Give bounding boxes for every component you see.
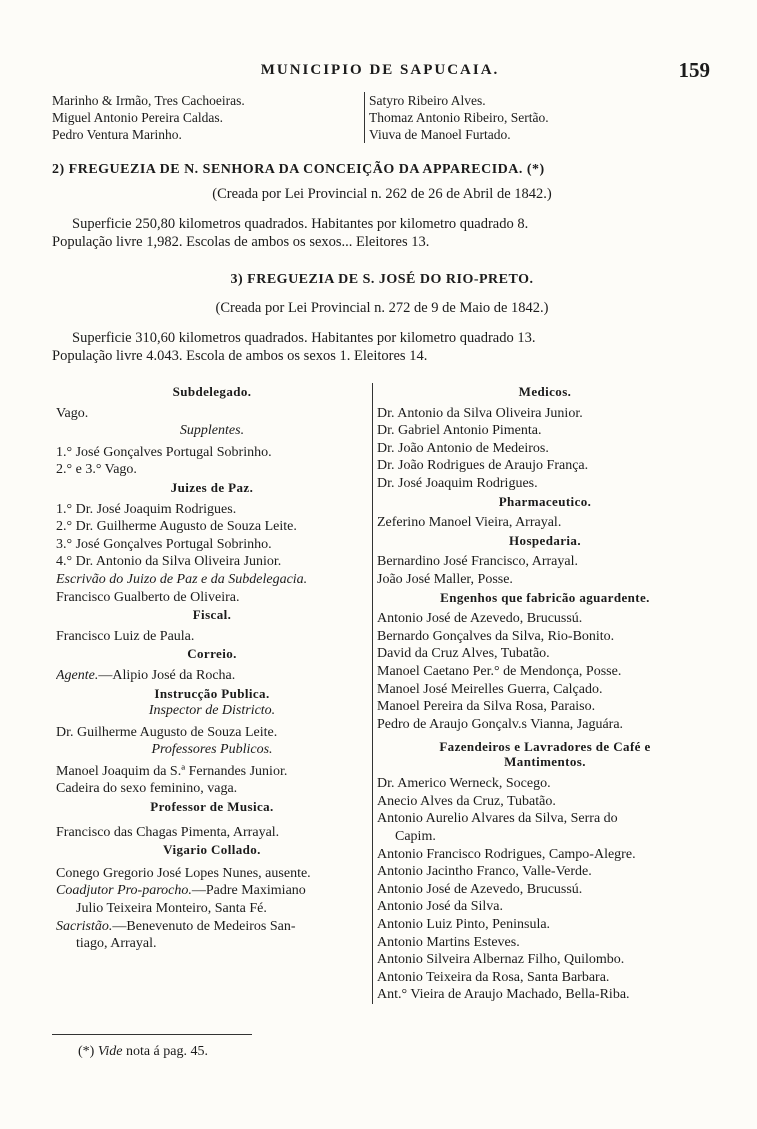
list-item: Dr. José Joaquim Rodrigues. [377, 475, 538, 491]
list-item: Antonio Silveira Albernaz Filho, Quilombo. [377, 952, 625, 968]
list-item: Francisco Luiz de Paula. [56, 628, 195, 644]
footnote [78, 1044, 208, 1060]
list-item: Bernardo Gonçalves da Silva, Rio-Bonito. [377, 628, 615, 644]
agente-line [56, 667, 368, 685]
list-item: Satyro Ribeiro Alves. [369, 93, 486, 108]
pharmaceutico-heading: Pharmaceutico. [498, 493, 592, 509]
list-item: Julio Teixeira Monteiro, Santa Fé. [76, 901, 267, 917]
list-item: Bernardino José Francisco, Arrayal. [377, 554, 578, 570]
list-item: Antonio José de Azevedo, Brucussú. [377, 611, 583, 627]
footnote-vide: Vide [97, 1044, 123, 1059]
list-item: Ant.° Vieira de Araujo Machado, Bella-Riba. [377, 987, 630, 1003]
list-item: Manoel José Meirelles Guerra, Calçado. [377, 681, 603, 697]
section-3-text-1: Superficie 310,60 kilometros quadrados. Habitantes por kilometro quadrado 13. [72, 330, 536, 346]
list-item: Manoel Caetano Per.° de Mendonça, Posse. [377, 663, 622, 679]
list-item: Antonio José de Azevedo, Brucussú. [377, 881, 583, 897]
section-3-heading: 3) FREGUEZIA DE S. JOSÉ DO RIO-PRETO. [230, 272, 534, 287]
list-item: Dr. João Antonio de Medeiros. [377, 440, 549, 456]
list-item: João José Maller, Posse. [377, 571, 513, 587]
list-item: Dr. Americo Werneck, Socego. [377, 776, 551, 792]
left-column [56, 383, 368, 953]
list-item: 1.° Dr. José Joaquim Rodrigues. [56, 501, 237, 517]
list-item: Antonio Luiz Pinto, Peninsula. [377, 917, 551, 933]
supplentes-heading: Supplentes. [179, 423, 245, 439]
list-item: Dr. Antonio da Silva Oliveira Junior. [377, 405, 583, 421]
list-item: Francisco das Chagas Pimenta, Arrayal. [56, 824, 280, 840]
list-item: Conego Gregorio José Lopes Nunes, ausente. [56, 865, 311, 881]
list-item: Dr. Gabriel Antonio Pimenta. [377, 423, 542, 439]
list-item: Antonio José da Silva. [377, 899, 503, 915]
list-item: Antonio Francisco Rodrigues, Campo-Alegre. [377, 846, 636, 862]
list-item: tiago, Arrayal. [76, 936, 157, 952]
inspector-heading: Inspector de Districto. [148, 703, 276, 719]
medicos-heading: Medicos. [518, 384, 572, 399]
fazendeiros-heading: Fazendeiros e Lavradores de Café e Mantimentos. [439, 739, 651, 770]
list-item: Thomaz Antonio Ribeiro, Sertão. [369, 110, 549, 125]
coadjutor-name: —Padre Maximiano [191, 883, 306, 899]
list-item: Antonio Teixeira da Rosa, Santa Barbara. [377, 969, 610, 985]
professores-heading: Professores Publicos. [151, 742, 273, 758]
list-item: 3.° José Gonçalves Portugal Sobrinho. [56, 536, 272, 552]
section-2-text-1: Superficie 250,80 kilometros quadrados. Habitantes por kilometro quadrado 8. [72, 216, 529, 232]
page-header [50, 58, 710, 86]
hospedaria-heading: Hospedaria. [509, 532, 581, 548]
list-item: Francisco Gualberto de Oliveira. [56, 589, 240, 605]
section-2-subtitle: (Creada por Lei Provincial n. 262 de 26 de Abril de 1842.) [212, 186, 552, 202]
section-2 [52, 162, 712, 251]
subdelegado-heading: Subdelegado. [172, 384, 252, 399]
list-item: Capim. [395, 829, 436, 845]
fiscal-heading: Fiscal. [192, 607, 232, 623]
list-item: Viuva de Manoel Furtado. [369, 127, 511, 142]
list-item: Dr. João Rodrigues de Araujo França. [377, 458, 589, 474]
list-item: 4.° Dr. Antonio da Silva Oliveira Junior. [56, 554, 282, 570]
list-item: Dr. Guilherme Augusto de Souza Leite. [56, 724, 278, 740]
section-3-text-2: População livre 4.043. Escola de ambos os sexos 1. Eleitores 14. [52, 348, 428, 364]
list-item: Zeferino Manoel Vieira, Arrayal. [377, 515, 562, 531]
list-item: Anecio Alves da Cruz, Tubatão. [377, 793, 556, 809]
list-item: Pedro Ventura Marinho. [52, 127, 182, 142]
engenhos-heading: Engenhos que fabricão aguardente. [440, 589, 650, 605]
list-item: 2.° e 3.° Vago. [56, 462, 137, 478]
list-item: Cadeira do sexo feminino, vaga. [56, 781, 238, 797]
juizes-heading: Juizes de Paz. [170, 479, 254, 495]
musica-heading: Professor de Musica. [150, 799, 274, 815]
agente-name: —Alipio José da Rocha. [98, 667, 236, 683]
footnote-rule [52, 1034, 252, 1035]
list-item: Antonio Aurelio Alvares da Silva, Serra do [377, 811, 618, 827]
list-item: 2.° Dr. Guilherme Augusto de Souza Leite. [56, 519, 297, 535]
list-item: Vago. [56, 405, 89, 421]
footnote-text: nota á pag. 45. [125, 1044, 208, 1059]
list-item: Pedro de Araujo Gonçalv.s Vianna, Jaguára. [377, 716, 624, 732]
sacristao-line [56, 918, 368, 936]
coadjutor-line [56, 882, 368, 900]
coadjutor-label: Coadjutor Pro-parocho. [56, 883, 192, 899]
right-column [372, 383, 713, 1004]
sacristao-label: Sacristão. [56, 918, 113, 934]
agente-label: Agente. [56, 667, 99, 683]
list-item: David da Cruz Alves, Tubatão. [377, 646, 550, 662]
correio-heading: Correio. [187, 646, 237, 662]
list-item: Manoel Pereira da Silva Rosa, Paraiso. [377, 699, 596, 715]
list-item: 1.° José Gonçalves Portugal Sobrinho. [56, 444, 272, 460]
escrivao-heading: Escrivão do Juizo de Paz e da Subdelegacia. [56, 571, 308, 587]
section-3-subtitle: (Creada por Lei Provincial n. 272 de 9 de Maio de 1842.) [215, 300, 549, 316]
page-title: MUNICIPIO DE SAPUCAIA. [260, 62, 500, 78]
footnote-marker: (*) [78, 1044, 95, 1059]
section-2-text-2: População livre 1,982. Escolas de ambos os sexos... Eleitores 13. [52, 234, 430, 250]
list-item: Antonio Jacintho Franco, Valle-Verde. [377, 864, 592, 880]
list-item: Manoel Joaquim da S.ª Fernandes Junior. [56, 763, 288, 779]
vigario-heading: Vigario Collado. [163, 842, 261, 858]
list-item: Miguel Antonio Pereira Caldas. [52, 110, 223, 125]
section-3 [52, 272, 712, 365]
instrucao-heading: Instrucção Publica. [154, 685, 270, 701]
page-number: 159 [678, 58, 710, 82]
list-item: Antonio Martins Esteves. [377, 934, 520, 950]
list-item: Marinho & Irmão, Tres Cachoeiras. [52, 93, 245, 108]
section-2-heading: 2) FREGUEZIA DE N. SENHORA DA CONCEIÇÃO DA APPARECIDA. (*) [52, 162, 545, 177]
sacristao-name: —Benevenuto de Medeiros San- [112, 918, 296, 934]
